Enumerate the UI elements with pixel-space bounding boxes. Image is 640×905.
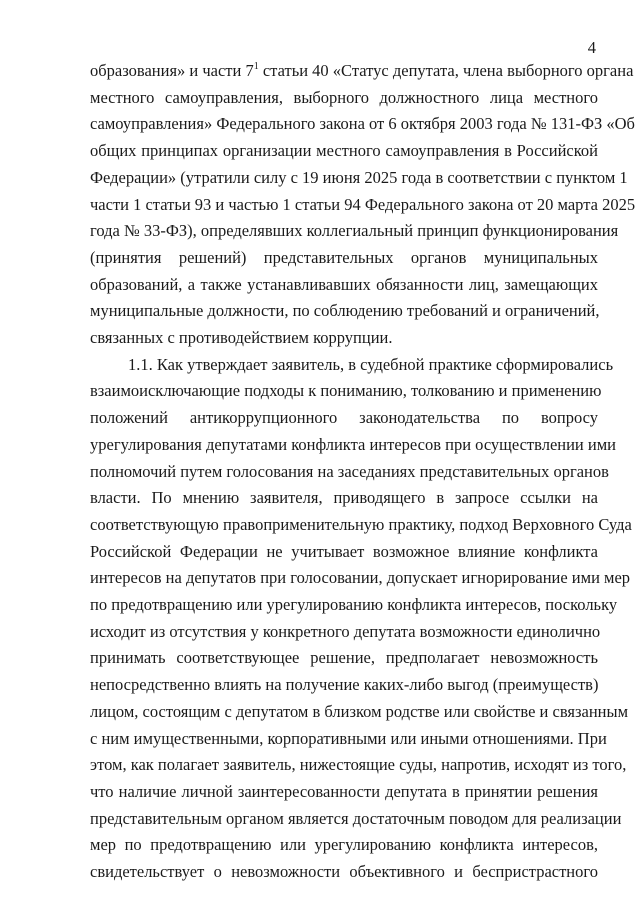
text-line: муниципальные должности, по соблюдению требований и ограничений, xyxy=(90,301,600,321)
text-line: по предотвращению или урегулированию конфликта интересов, поскольку xyxy=(90,595,618,615)
text-line: власти. По мнению заявителя, приводящего в запросе ссылки на xyxy=(90,488,598,508)
text-line: лицом, состоящим с депутатом в близком родстве или свойстве и связанным xyxy=(90,701,629,721)
text-line: Федерации» (утратили силу с 19 июня 2025 года в соответствии с пунктом 1 xyxy=(90,167,628,187)
text-line: исходит из отсутствия у конкретного депутата возможности единолично xyxy=(90,621,601,641)
text-line: общих принципах организации местного самоуправления в Российской xyxy=(90,141,598,161)
text-line: урегулирования депутатами конфликта интересов при осуществлении ими xyxy=(90,434,616,454)
text-line: свидетельствует о невозможности объективного и беспристрастного xyxy=(90,862,598,882)
text-line: полномочий путем голосования на заседаниях представительных органов xyxy=(90,461,609,481)
text-line: соответствующую правоприменительную практику, подход Верховного Суда xyxy=(90,514,632,534)
text-line: этом, как полагает заявитель, нижестоящие суды, напротив, исходят из того, xyxy=(90,755,627,775)
text-line: Российской Федерации не учитывает возможное влияние конфликта xyxy=(90,541,598,561)
text-line: мер по предотвращению или урегулированию конфликта интересов, xyxy=(90,835,598,855)
text-line: (принятия решений) представительных органов муниципальных xyxy=(90,247,598,267)
text-line: самоуправления» Федерального закона от 6 октября 2003 года № 131-ФЗ «Об xyxy=(90,114,635,134)
text-line: года № 33-ФЗ), определявших коллегиальный принцип функционирования xyxy=(90,221,619,241)
text-line: местного самоуправления, выборного должностного лица местного xyxy=(90,87,598,107)
text-line: взаимоисключающие подходы к пониманию, толкованию и применению xyxy=(90,381,602,401)
superscript: 1 xyxy=(253,61,259,72)
text-line: 1.1. Как утверждает заявитель, в судебной практике сформировались xyxy=(128,354,614,374)
text-line: представительным органом является достаточным поводом для реализации xyxy=(90,808,622,828)
text-line: непосредственно влиять на получение каких-либо выгод (преимуществ) xyxy=(90,675,599,695)
paragraph-2 xyxy=(90,352,632,886)
document-body xyxy=(90,58,636,886)
text-line xyxy=(90,58,634,85)
text-line: положений антикоррупционного законодательства по вопросу xyxy=(90,408,598,428)
text-line: связанных с противодействием коррупции. xyxy=(90,328,393,348)
page-number: 4 xyxy=(587,38,596,57)
text-fragment: образования» и части 7 xyxy=(90,61,254,80)
text-line: что наличие личной заинтересованности депутата в принятии решения xyxy=(90,781,598,801)
text-line: принимать соответствующее решение, предполагает невозможность xyxy=(90,648,598,668)
text-line: с ним имущественными, корпоративными или иными отношениями. При xyxy=(90,728,607,748)
text-line: части 1 статьи 93 и частью 1 статьи 94 Федерального закона от 20 марта 2025 xyxy=(90,194,636,214)
text-line: образований, а также устанавливавших обязанности лиц, замещающих xyxy=(90,274,598,294)
text-line: интересов на депутатов при голосовании, допускает игнорирование ими мер xyxy=(90,568,631,588)
text-fragment: статьи 40 «Статус депутата, члена выборного органа xyxy=(258,61,634,80)
paragraph-1 xyxy=(90,58,636,352)
